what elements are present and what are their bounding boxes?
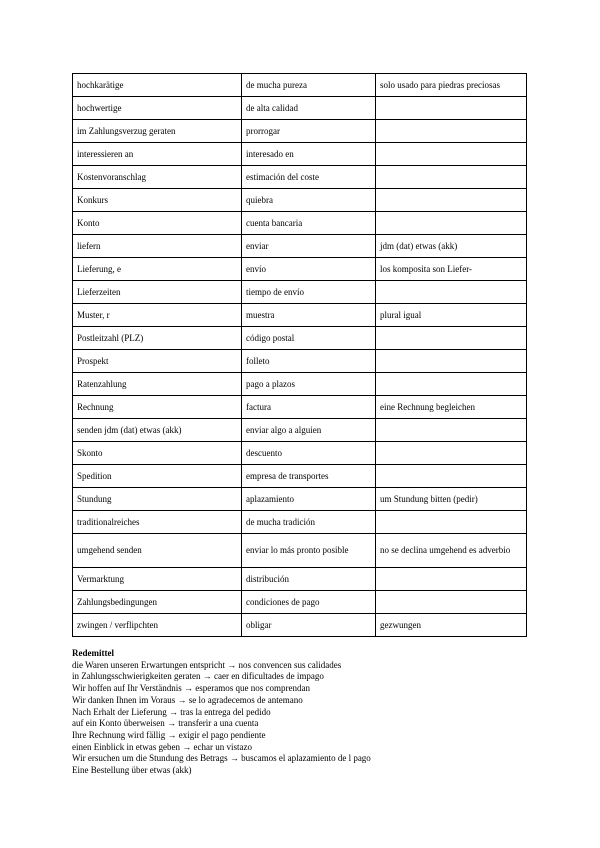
german-term-cell: umgehend senden <box>73 534 242 568</box>
spanish-translation-cell: tiempo de envío <box>242 281 376 304</box>
redemittel-title: Redemittel <box>72 648 114 658</box>
note-cell <box>376 591 527 614</box>
spanish-translation-cell: cuenta bancaria <box>242 212 376 235</box>
table-row <box>73 373 527 396</box>
vocabulary-table <box>72 73 527 637</box>
table-row <box>73 350 527 373</box>
spanish-translation-cell: quiebra <box>242 189 376 212</box>
note-cell <box>376 166 527 189</box>
german-term-cell: Rechnung <box>73 396 242 419</box>
spanish-translation-cell: obligar <box>242 614 376 637</box>
redemittel-line: in Zahlungsschwierigkeiten geraten → caer en dificultades de impago <box>72 671 324 682</box>
redemittel-line: Ihre Rechnung wird fällig → exigir el pago pendiente <box>72 729 266 740</box>
redemittel-line: einen Einblick in etwas geben → echar un vistazo <box>72 741 252 752</box>
german-term-cell: Konto <box>73 212 242 235</box>
redemittel-section <box>72 648 532 777</box>
table-row <box>73 74 527 97</box>
redemittel-lines <box>72 660 532 777</box>
german-term-cell: Stundung <box>73 488 242 511</box>
redemittel-line: auf ein Konto überweisen → transferir a una cuenta <box>72 718 259 729</box>
table-row <box>73 568 527 591</box>
note-cell: plural igual <box>376 304 527 327</box>
table-row <box>73 511 527 534</box>
note-cell: gezwungen <box>376 614 527 637</box>
table-row <box>73 143 527 166</box>
german-term-cell: hochkarätige <box>73 74 242 97</box>
note-cell: um Stundung bitten (pedir) <box>376 488 527 511</box>
spanish-translation-cell: descuento <box>242 442 376 465</box>
redemittel-line: die Waren unseren Erwartungen entspricht → nos convencen sus calidades <box>72 659 342 670</box>
spanish-translation-cell: aplazamiento <box>242 488 376 511</box>
spanish-translation-cell: condiciones de pago <box>242 591 376 614</box>
table-row <box>73 189 527 212</box>
note-cell <box>376 373 527 396</box>
spanish-translation-cell: pago a plazos <box>242 373 376 396</box>
spanish-translation-cell: de mucha pureza <box>242 74 376 97</box>
note-cell <box>376 189 527 212</box>
redemittel-line: Wir danken Ihnen im Voraus → se lo agradecemos de antemano <box>72 694 303 705</box>
note-cell <box>376 568 527 591</box>
redemittel-line: Eine Bestellung über etwas (akk) <box>72 765 192 776</box>
spanish-translation-cell: enviar lo más pronto posible <box>242 534 376 568</box>
spanish-translation-cell: estimación del coste <box>242 166 376 189</box>
german-term-cell: Prospekt <box>73 350 242 373</box>
spanish-translation-cell: prorrogar <box>242 120 376 143</box>
spanish-translation-cell: enviar algo a alguien <box>242 419 376 442</box>
german-term-cell: Konkurs <box>73 189 242 212</box>
german-term-cell: Muster, r <box>73 304 242 327</box>
table-row <box>73 166 527 189</box>
spanish-translation-cell: de mucha tradición <box>242 511 376 534</box>
note-cell <box>376 327 527 350</box>
redemittel-line: Wir hoffen auf Ihr Verständnis → esperamos que nos comprendan <box>72 683 310 694</box>
spanish-translation-cell: enviar <box>242 235 376 258</box>
note-cell <box>376 442 527 465</box>
german-term-cell: Spedition <box>73 465 242 488</box>
table-row <box>73 120 527 143</box>
note-cell <box>376 419 527 442</box>
spanish-translation-cell: de alta calidad <box>242 97 376 120</box>
spanish-translation-cell: folleto <box>242 350 376 373</box>
spanish-translation-cell: factura <box>242 396 376 419</box>
spanish-translation-cell: envío <box>242 258 376 281</box>
table-row <box>73 327 527 350</box>
german-term-cell: Kostenvoranschlag <box>73 166 242 189</box>
note-cell <box>376 97 527 120</box>
table-row <box>73 614 527 637</box>
german-term-cell: traditionalreiches <box>73 511 242 534</box>
german-term-cell: interessieren an <box>73 143 242 166</box>
vocabulary-table-body <box>73 74 527 637</box>
german-term-cell: senden jdm (dat) etwas (akk) <box>73 419 242 442</box>
german-term-cell: Vermarktung <box>73 568 242 591</box>
german-term-cell: hochwertige <box>73 97 242 120</box>
german-term-cell: Lieferzeiten <box>73 281 242 304</box>
table-row <box>73 419 527 442</box>
spanish-translation-cell: interesado en <box>242 143 376 166</box>
redemittel-line: Wir ersuchen um die Stundung des Betrags → buscamos el aplazamiento de l pago <box>72 753 371 764</box>
note-cell <box>376 281 527 304</box>
german-term-cell: liefern <box>73 235 242 258</box>
note-cell: no se declina umgehend es adverbio <box>376 534 527 568</box>
note-cell <box>376 350 527 373</box>
note-cell: eine Rechnung begleichen <box>376 396 527 419</box>
german-term-cell: Postleitzahl (PLZ) <box>73 327 242 350</box>
note-cell <box>376 212 527 235</box>
note-cell <box>376 465 527 488</box>
table-row <box>73 97 527 120</box>
table-row <box>73 465 527 488</box>
note-cell: jdm (dat) etwas (akk) <box>376 235 527 258</box>
table-row <box>73 212 527 235</box>
table-row <box>73 304 527 327</box>
note-cell: los komposita son Liefer- <box>376 258 527 281</box>
spanish-translation-cell: empresa de transportes <box>242 465 376 488</box>
german-term-cell: Ratenzahlung <box>73 373 242 396</box>
spanish-translation-cell: distribución <box>242 568 376 591</box>
german-term-cell: Skonto <box>73 442 242 465</box>
table-row <box>73 488 527 511</box>
table-row <box>73 591 527 614</box>
note-cell <box>376 511 527 534</box>
german-term-cell: zwingen / verflipchten <box>73 614 242 637</box>
note-cell: solo usado para piedras preciosas <box>376 74 527 97</box>
table-row <box>73 258 527 281</box>
table-row <box>73 235 527 258</box>
table-row <box>73 281 527 304</box>
spanish-translation-cell: código postal <box>242 327 376 350</box>
note-cell <box>376 143 527 166</box>
german-term-cell: im Zahlungsverzug geraten <box>73 120 242 143</box>
note-cell <box>376 120 527 143</box>
spanish-translation-cell: muestra <box>242 304 376 327</box>
redemittel-line: Nach Erhalt der Lieferung → tras la entrega del pedido <box>72 706 271 717</box>
table-row <box>73 396 527 419</box>
table-row <box>73 442 527 465</box>
german-term-cell: Zahlungsbedingungen <box>73 591 242 614</box>
german-term-cell: Lieferung, e <box>73 258 242 281</box>
table-row <box>73 534 527 568</box>
